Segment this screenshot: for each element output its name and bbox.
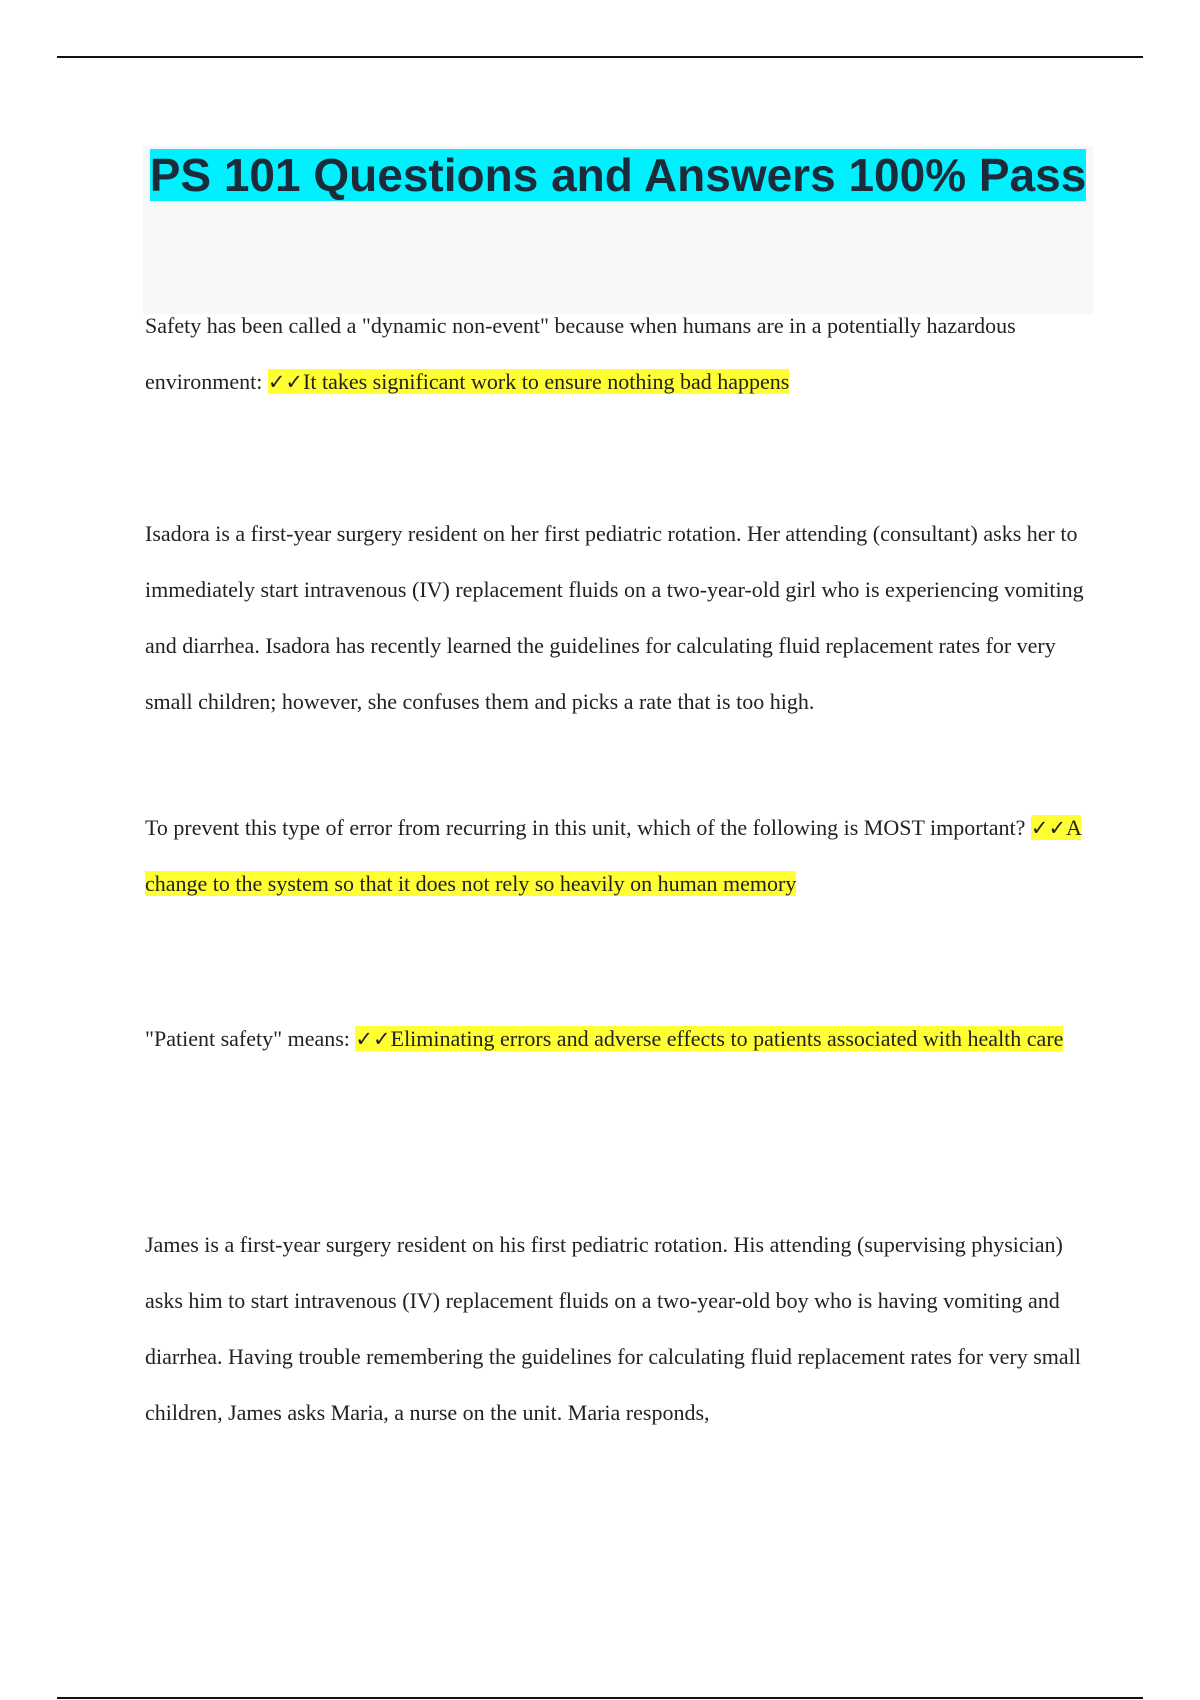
question-1 bbox=[145, 298, 1090, 410]
check-mark-icon: ✓✓ bbox=[267, 370, 304, 394]
footer-rule bbox=[57, 1697, 1143, 1699]
answer-1-text: It takes significant work to ensure nothing bad happens bbox=[303, 369, 790, 394]
answer-3-text: Eliminating errors and adverse effects to patients associated with health care bbox=[390, 1026, 1064, 1051]
answer-2-text: A change to the system so that it does not rely so heavily on human memory bbox=[145, 815, 1081, 896]
answer-3-highlight bbox=[355, 1026, 1063, 1051]
scenario-block-4 bbox=[145, 1217, 1090, 1441]
scenario-4-text: James is a first-year surgery resident on his first pediatric rotation. His attending (supervising physician) asks him to start intravenous (IV) replacement fluids on a two-year-old boy who is having vomiting and diarrhea. Having trouble remembering the guidelines for calculating fluid replacement rates for very small children, James asks Maria, a nurse on the unit. Maria responds, bbox=[145, 1232, 1081, 1425]
scenario-block-2 bbox=[145, 506, 1090, 730]
question-block-1 bbox=[145, 298, 1090, 410]
question-1-text: Safety has been called a "dynamic non-event" because when humans are in a potentially hazardous environment: bbox=[145, 313, 1016, 394]
title-highlight: PS 101 Questions and Answers 100% Pass bbox=[149, 149, 1087, 201]
scenario-2-text: Isadora is a first-year surgery resident on her first pediatric rotation. Her attending (consultant) asks her to immediately start intravenous (IV) replacement fluids on a two-year-old girl who is experiencing vomiting and diarrhea. Isadora has recently learned the guidelines for calculating fluid replacement rates for very small children; however, she confuses them and picks a rate that is too high. bbox=[145, 521, 1084, 714]
answer-1-highlight bbox=[268, 369, 790, 394]
question-3 bbox=[145, 1011, 1090, 1067]
question-2 bbox=[145, 800, 1090, 912]
question-2-text: To prevent this type of error from recurring in this unit, which of the following is MOST important? bbox=[145, 815, 1026, 840]
document-title bbox=[143, 146, 1093, 203]
header-rule bbox=[57, 56, 1143, 58]
check-mark-icon: ✓✓ bbox=[355, 1027, 391, 1051]
check-mark-icon: ✓✓ bbox=[1030, 816, 1067, 840]
question-block-3 bbox=[145, 1011, 1090, 1067]
question-block-2 bbox=[145, 800, 1090, 912]
title-banner bbox=[143, 146, 1093, 314]
question-3-text: "Patient safety" means: bbox=[145, 1026, 350, 1051]
